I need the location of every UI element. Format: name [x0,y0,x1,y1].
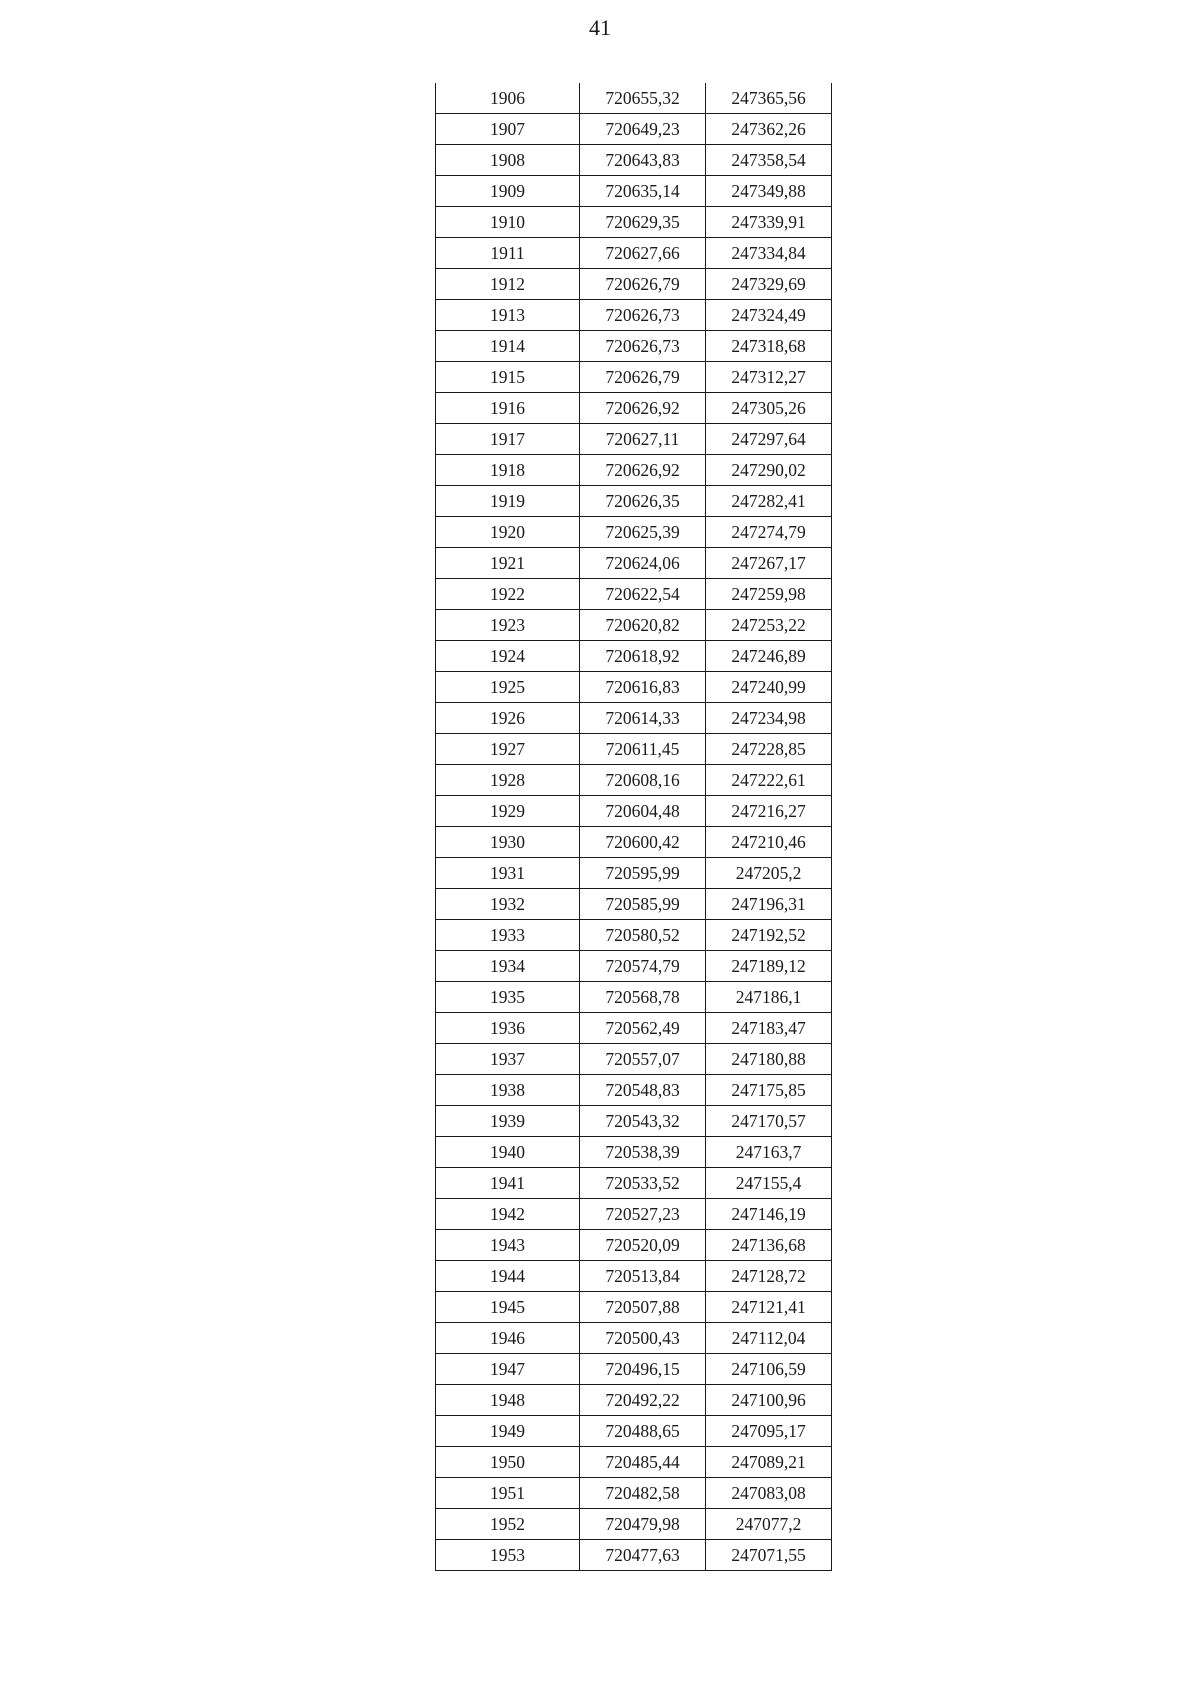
table-row [436,393,832,424]
y-coordinate-cell: 247253,22 [706,610,832,641]
x-coordinate-cell: 720614,33 [580,703,706,734]
y-coordinate-cell: 247358,54 [706,145,832,176]
x-coordinate-cell: 720620,82 [580,610,706,641]
table-row [436,1137,832,1168]
y-coordinate-cell: 247259,98 [706,579,832,610]
table-row [436,1261,832,1292]
table-row [436,1509,832,1540]
table-row [436,1540,832,1571]
x-coordinate-cell: 720574,79 [580,951,706,982]
table-row [436,1106,832,1137]
table-row [436,889,832,920]
point-number-cell: 1913 [436,300,580,331]
point-number-cell: 1947 [436,1354,580,1385]
y-coordinate-cell: 247290,02 [706,455,832,486]
x-coordinate-cell: 720477,63 [580,1540,706,1571]
point-number-cell: 1934 [436,951,580,982]
y-coordinate-cell: 247324,49 [706,300,832,331]
x-coordinate-cell: 720492,22 [580,1385,706,1416]
table-row [436,765,832,796]
point-number-cell: 1953 [436,1540,580,1571]
table-row [436,982,832,1013]
point-number-cell: 1951 [436,1478,580,1509]
y-coordinate-cell: 247106,59 [706,1354,832,1385]
x-coordinate-cell: 720507,88 [580,1292,706,1323]
y-coordinate-cell: 247222,61 [706,765,832,796]
x-coordinate-cell: 720513,84 [580,1261,706,1292]
point-number-cell: 1928 [436,765,580,796]
point-number-cell: 1938 [436,1075,580,1106]
table-row [436,424,832,455]
x-coordinate-cell: 720624,06 [580,548,706,579]
table-row [436,672,832,703]
point-number-cell: 1924 [436,641,580,672]
point-number-cell: 1931 [436,858,580,889]
point-number-cell: 1949 [436,1416,580,1447]
coordinates-table-body [436,83,832,1571]
x-coordinate-cell: 720626,73 [580,300,706,331]
x-coordinate-cell: 720580,52 [580,920,706,951]
table-row [436,1323,832,1354]
x-coordinate-cell: 720500,43 [580,1323,706,1354]
point-number-cell: 1952 [436,1509,580,1540]
y-coordinate-cell: 247175,85 [706,1075,832,1106]
point-number-cell: 1937 [436,1044,580,1075]
table-row [436,1354,832,1385]
y-coordinate-cell: 247189,12 [706,951,832,982]
point-number-cell: 1942 [436,1199,580,1230]
y-coordinate-cell: 247089,21 [706,1447,832,1478]
x-coordinate-cell: 720548,83 [580,1075,706,1106]
point-number-cell: 1910 [436,207,580,238]
x-coordinate-cell: 720627,11 [580,424,706,455]
point-number-cell: 1940 [436,1137,580,1168]
point-number-cell: 1916 [436,393,580,424]
y-coordinate-cell: 247196,31 [706,889,832,920]
x-coordinate-cell: 720626,79 [580,362,706,393]
x-coordinate-cell: 720625,39 [580,517,706,548]
point-number-cell: 1944 [436,1261,580,1292]
x-coordinate-cell: 720635,14 [580,176,706,207]
y-coordinate-cell: 247228,85 [706,734,832,765]
point-number-cell: 1925 [436,672,580,703]
x-coordinate-cell: 720485,44 [580,1447,706,1478]
table-row [436,610,832,641]
x-coordinate-cell: 720643,83 [580,145,706,176]
x-coordinate-cell: 720611,45 [580,734,706,765]
y-coordinate-cell: 247305,26 [706,393,832,424]
point-number-cell: 1930 [436,827,580,858]
point-number-cell: 1945 [436,1292,580,1323]
y-coordinate-cell: 247334,84 [706,238,832,269]
x-coordinate-cell: 720496,15 [580,1354,706,1385]
point-number-cell: 1946 [436,1323,580,1354]
table-row [436,734,832,765]
x-coordinate-cell: 720626,92 [580,455,706,486]
table-row [436,1385,832,1416]
y-coordinate-cell: 247192,52 [706,920,832,951]
y-coordinate-cell: 247083,08 [706,1478,832,1509]
y-coordinate-cell: 247339,91 [706,207,832,238]
y-coordinate-cell: 247180,88 [706,1044,832,1075]
y-coordinate-cell: 247282,41 [706,486,832,517]
y-coordinate-cell: 247240,99 [706,672,832,703]
y-coordinate-cell: 247362,26 [706,114,832,145]
table-row [436,145,832,176]
x-coordinate-cell: 720626,73 [580,331,706,362]
y-coordinate-cell: 247267,17 [706,548,832,579]
point-number-cell: 1933 [436,920,580,951]
y-coordinate-cell: 247170,57 [706,1106,832,1137]
table-row [436,1447,832,1478]
table-row [436,579,832,610]
point-number-cell: 1939 [436,1106,580,1137]
table-row [436,548,832,579]
y-coordinate-cell: 247210,46 [706,827,832,858]
x-coordinate-cell: 720520,09 [580,1230,706,1261]
point-number-cell: 1907 [436,114,580,145]
y-coordinate-cell: 247312,27 [706,362,832,393]
table-row [436,176,832,207]
point-number-cell: 1932 [436,889,580,920]
point-number-cell: 1936 [436,1013,580,1044]
table-row [436,1168,832,1199]
point-number-cell: 1909 [436,176,580,207]
point-number-cell: 1943 [436,1230,580,1261]
table-row [436,207,832,238]
point-number-cell: 1935 [436,982,580,1013]
y-coordinate-cell: 247163,7 [706,1137,832,1168]
table-row [436,1292,832,1323]
x-coordinate-cell: 720585,99 [580,889,706,920]
table-row [436,1075,832,1106]
x-coordinate-cell: 720604,48 [580,796,706,827]
point-number-cell: 1917 [436,424,580,455]
x-coordinate-cell: 720538,39 [580,1137,706,1168]
y-coordinate-cell: 247216,27 [706,796,832,827]
point-number-cell: 1927 [436,734,580,765]
y-coordinate-cell: 247246,89 [706,641,832,672]
table-row [436,951,832,982]
point-number-cell: 1908 [436,145,580,176]
table-row [436,269,832,300]
x-coordinate-cell: 720479,98 [580,1509,706,1540]
table-row [436,1044,832,1075]
table-row [436,238,832,269]
x-coordinate-cell: 720595,99 [580,858,706,889]
y-coordinate-cell: 247329,69 [706,269,832,300]
point-number-cell: 1923 [436,610,580,641]
point-number-cell: 1929 [436,796,580,827]
table-row [436,827,832,858]
point-number-cell: 1906 [436,83,580,114]
point-number-cell: 1948 [436,1385,580,1416]
x-coordinate-cell: 720488,65 [580,1416,706,1447]
y-coordinate-cell: 247183,47 [706,1013,832,1044]
point-number-cell: 1926 [436,703,580,734]
y-coordinate-cell: 247349,88 [706,176,832,207]
y-coordinate-cell: 247136,68 [706,1230,832,1261]
x-coordinate-cell: 720622,54 [580,579,706,610]
x-coordinate-cell: 720616,83 [580,672,706,703]
table-row [436,83,832,114]
page-number: 41 [589,15,611,40]
x-coordinate-cell: 720562,49 [580,1013,706,1044]
point-number-cell: 1941 [436,1168,580,1199]
x-coordinate-cell: 720557,07 [580,1044,706,1075]
point-number-cell: 1911 [436,238,580,269]
coordinates-table [435,83,832,1571]
table-row [436,1230,832,1261]
point-number-cell: 1919 [436,486,580,517]
x-coordinate-cell: 720629,35 [580,207,706,238]
table-row [436,486,832,517]
table-row [436,300,832,331]
y-coordinate-cell: 247274,79 [706,517,832,548]
point-number-cell: 1920 [436,517,580,548]
point-number-cell: 1921 [436,548,580,579]
table-row [436,455,832,486]
y-coordinate-cell: 247121,41 [706,1292,832,1323]
table-row [436,331,832,362]
table-row [436,703,832,734]
y-coordinate-cell: 247112,04 [706,1323,832,1354]
x-coordinate-cell: 720543,32 [580,1106,706,1137]
x-coordinate-cell: 720608,16 [580,765,706,796]
x-coordinate-cell: 720527,23 [580,1199,706,1230]
y-coordinate-cell: 247128,72 [706,1261,832,1292]
table-row [436,114,832,145]
y-coordinate-cell: 247095,17 [706,1416,832,1447]
table-row [436,1416,832,1447]
y-coordinate-cell: 247071,55 [706,1540,832,1571]
table-row [436,641,832,672]
x-coordinate-cell: 720482,58 [580,1478,706,1509]
y-coordinate-cell: 247318,68 [706,331,832,362]
table-row [436,920,832,951]
x-coordinate-cell: 720655,32 [580,83,706,114]
x-coordinate-cell: 720568,78 [580,982,706,1013]
point-number-cell: 1950 [436,1447,580,1478]
table-row [436,362,832,393]
y-coordinate-cell: 247297,64 [706,424,832,455]
table-row [436,1013,832,1044]
x-coordinate-cell: 720627,66 [580,238,706,269]
point-number-cell: 1912 [436,269,580,300]
x-coordinate-cell: 720649,23 [580,114,706,145]
point-number-cell: 1914 [436,331,580,362]
point-number-cell: 1915 [436,362,580,393]
table-row [436,858,832,889]
x-coordinate-cell: 720626,35 [580,486,706,517]
y-coordinate-cell: 247205,2 [706,858,832,889]
table-row [436,517,832,548]
y-coordinate-cell: 247100,96 [706,1385,832,1416]
point-number-cell: 1922 [436,579,580,610]
y-coordinate-cell: 247365,56 [706,83,832,114]
table-row [436,1199,832,1230]
x-coordinate-cell: 720600,42 [580,827,706,858]
y-coordinate-cell: 247077,2 [706,1509,832,1540]
x-coordinate-cell: 720626,92 [580,393,706,424]
y-coordinate-cell: 247146,19 [706,1199,832,1230]
y-coordinate-cell: 247155,4 [706,1168,832,1199]
point-number-cell: 1918 [436,455,580,486]
x-coordinate-cell: 720626,79 [580,269,706,300]
x-coordinate-cell: 720533,52 [580,1168,706,1199]
y-coordinate-cell: 247186,1 [706,982,832,1013]
table-row [436,796,832,827]
x-coordinate-cell: 720618,92 [580,641,706,672]
table-row [436,1478,832,1509]
y-coordinate-cell: 247234,98 [706,703,832,734]
